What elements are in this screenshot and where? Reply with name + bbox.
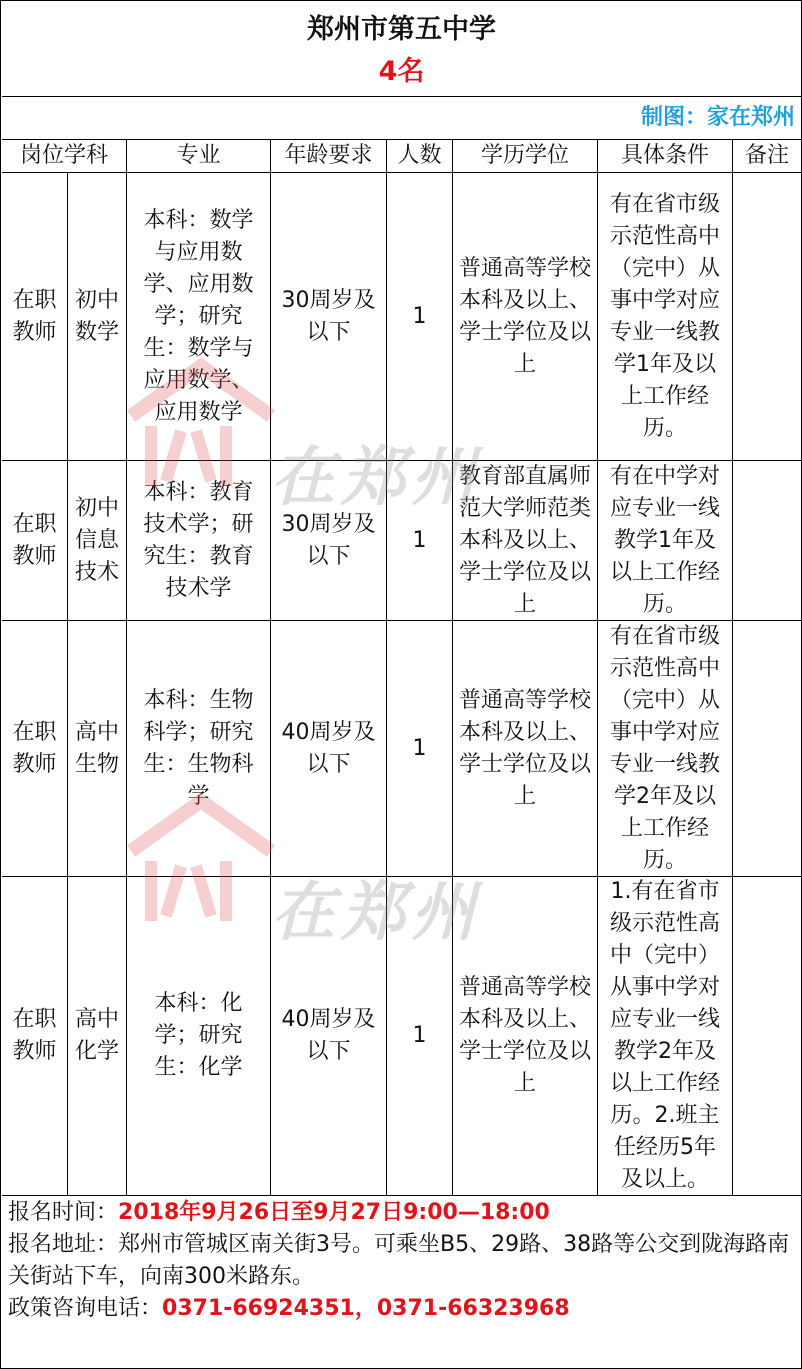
row-age: 30周岁及以下 xyxy=(271,461,387,621)
row-major: 本科：数学与应用数学、应用数学；研究生：数学与应用数学、应用数学 xyxy=(127,173,271,461)
row-major: 本科：化学；研究生：化学 xyxy=(127,877,271,1196)
row-people: 1 xyxy=(387,621,453,877)
credit-row xyxy=(2,97,801,140)
row-people: 1 xyxy=(387,877,453,1196)
watermark-text: 在郑州 xyxy=(271,875,481,950)
row-people: 1 xyxy=(387,461,453,621)
header-remarks: 备注 xyxy=(733,140,801,173)
row-degree: 普通高等学校本科及以上、学士学位及以上 xyxy=(453,877,598,1196)
row-conditions: 有在省市级示范性高中（完中）从事中学对应专业一线教学2年及以上工作经历。 xyxy=(598,621,733,877)
row-type: 在职教师 xyxy=(2,461,68,621)
registration-address: 报名地址：郑州市管城区南关街3号。可乘坐B5、29路、38路等公交到陇海路南关街站下车，向南300米路东。 xyxy=(8,1232,790,1289)
row-major: 本科：生物科学；研究生：生物科学 xyxy=(127,621,271,877)
hiring-count: 4名 xyxy=(378,56,425,87)
header-major: 专业 xyxy=(127,140,271,173)
row-subject: 初中信息技术 xyxy=(68,461,127,621)
header-conditions: 具体条件 xyxy=(598,140,733,173)
row-age: 40周岁及以下 xyxy=(271,877,387,1196)
row-type: 在职教师 xyxy=(2,173,68,461)
row-people: 1 xyxy=(387,173,453,461)
positions-table xyxy=(2,140,801,1196)
row-degree: 普通高等学校本科及以上、学士学位及以上 xyxy=(453,621,598,877)
table-header-block xyxy=(2,2,801,97)
header-people: 人数 xyxy=(387,140,453,173)
registration-info xyxy=(2,1197,798,1325)
registration-time: 报名时间：2018年9月26日至9月27日9:00—18:00 xyxy=(8,1200,550,1225)
row-degree: 普通高等学校本科及以上、学士学位及以上 xyxy=(453,173,598,461)
row-remarks xyxy=(733,461,801,621)
row-degree: 教育部直属师范大学师范类本科及以上、学士学位及以上 xyxy=(453,461,598,621)
row-major: 本科：教育技术学；研究生：教育技术学 xyxy=(127,461,271,621)
row-subject: 高中生物 xyxy=(68,621,127,877)
row-age: 40周岁及以下 xyxy=(271,621,387,877)
header-age: 年龄要求 xyxy=(271,140,387,173)
header-position: 岗位学科 xyxy=(2,140,127,173)
consultation-phone: 政策咨询电话：0371-66924351，0371-66323968 xyxy=(8,1296,570,1321)
row-remarks xyxy=(733,877,801,1196)
row-subject: 初中数学 xyxy=(68,173,127,461)
school-title: 郑州市第五中学 xyxy=(307,14,496,45)
row-remarks xyxy=(733,173,801,461)
row-conditions: 1.有在省市级示范性高中（完中）从事中学对应专业一线教学2年及以上工作经历。2.班主任经历5年及以上。 xyxy=(598,877,733,1196)
row-age: 30周岁及以下 xyxy=(271,173,387,461)
row-conditions: 有在中学对应专业一线教学1年及以上工作经历。 xyxy=(598,461,733,621)
row-type: 在职教师 xyxy=(2,621,68,877)
chart-credit: 制图：家在郑州 xyxy=(640,105,795,130)
row-remarks xyxy=(733,621,801,877)
row-type: 在职教师 xyxy=(2,877,68,1196)
row-subject: 高中化学 xyxy=(68,877,127,1196)
row-conditions: 有在省市级示范性高中（完中）从事中学对应专业一线教学1年及以上工作经历。 xyxy=(598,173,733,461)
watermark-text: 在郑州 xyxy=(271,440,481,515)
header-degree: 学历学位 xyxy=(453,140,598,173)
